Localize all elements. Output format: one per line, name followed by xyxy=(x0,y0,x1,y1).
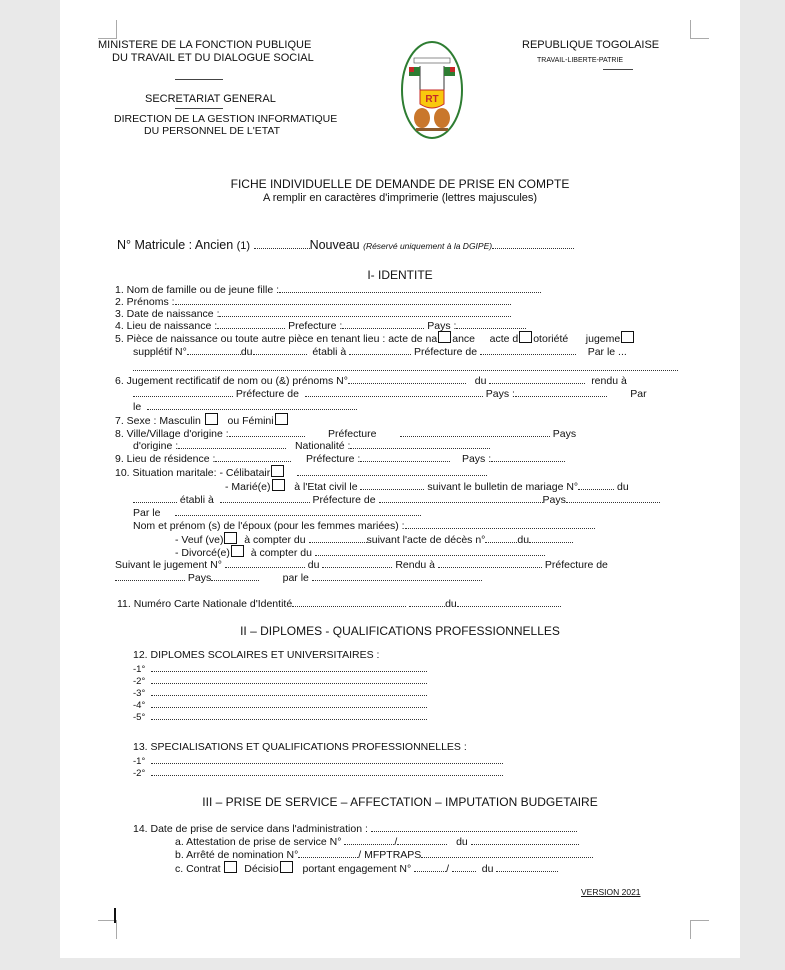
list-item-label: -5° xyxy=(133,712,146,723)
field-rectif-details: Préfecture de Pays : Par xyxy=(133,387,647,400)
field-cni: 11. Numéro Carte Nationale d'Identité du xyxy=(117,597,561,610)
direction-line1: DIRECTION DE LA GESTION INFORMATIQUE xyxy=(114,113,338,125)
list-item-label: -2° xyxy=(133,676,146,687)
field-rectif-par: le xyxy=(133,400,357,413)
nationalite-input[interactable] xyxy=(350,439,490,449)
heading-diplomes: 12. DIPLOMES SCOLAIRES ET UNIVERSITAIRES : xyxy=(133,649,380,661)
form-title: FICHE INDIVIDUELLE DE DEMANDE DE PRISE EN COMPTE xyxy=(230,177,570,191)
direction-line2: DU PERSONNEL DE L'ETAT xyxy=(144,125,281,137)
jugement-prefecture-input[interactable] xyxy=(480,345,576,355)
prise-service-date-input[interactable] xyxy=(371,822,577,832)
jugement-num-input[interactable] xyxy=(187,345,241,355)
ville-origine-input[interactable] xyxy=(229,427,305,437)
field-divorce: - Divorcé(e) à compter du xyxy=(175,545,545,559)
pays-naissance-input[interactable] xyxy=(456,319,526,329)
jugement-date-input[interactable] xyxy=(253,345,307,355)
list-item-input[interactable] xyxy=(151,698,427,708)
secretariat: SECRETARIAT GENERAL xyxy=(145,93,276,105)
celibataire-input[interactable] xyxy=(297,466,487,476)
rectif-num-input[interactable] xyxy=(348,374,466,384)
marie-checkbox[interactable] xyxy=(272,479,285,491)
divorce-par-input[interactable] xyxy=(312,571,482,581)
list-item-input[interactable] xyxy=(151,710,427,720)
list-item-label: -1° xyxy=(133,664,146,675)
pays-origine-input[interactable] xyxy=(178,439,286,449)
jugement-checkbox[interactable] xyxy=(621,331,634,343)
cni-num-input[interactable] xyxy=(292,597,406,607)
field-sexe: 7. Sexe : Masculin ou Fémini xyxy=(115,413,289,427)
field-nom: 1. Nom de famille ou de jeune fille : xyxy=(115,283,541,296)
jugement-lieu-input[interactable] xyxy=(349,345,411,355)
celibataire-checkbox[interactable] xyxy=(271,465,284,477)
divorce-jugement-input[interactable] xyxy=(225,558,305,568)
list-item xyxy=(133,766,503,780)
attestation-date-input[interactable] xyxy=(471,835,579,845)
rectif-date-input[interactable] xyxy=(489,374,585,384)
divorce-du-input[interactable] xyxy=(322,558,392,568)
arrete-extra-input[interactable] xyxy=(421,848,593,858)
list-item-input[interactable] xyxy=(151,766,503,776)
prefecture-origine-input[interactable] xyxy=(400,427,550,437)
document-page xyxy=(60,0,740,958)
field-arrete: b. Arrêté de nomination N° / MFPTRAPS xyxy=(175,848,593,861)
list-item-label: -1° xyxy=(133,756,146,767)
rectif-prefecture-input[interactable] xyxy=(305,387,483,397)
list-item-label: -4° xyxy=(133,700,146,711)
field-date-prise-service: 14. Date de prise de service dans l'administration : xyxy=(133,822,577,835)
divorce-prefecture-input[interactable] xyxy=(115,571,185,581)
nouveau-label: Nouveau xyxy=(309,238,360,252)
section-diplomes-title: II – DIPLOMES - QUALIFICATIONS PROFESSIONNELLES xyxy=(240,624,560,638)
ancien-note: (1) xyxy=(236,240,251,252)
field-divorce-pays: Pays par le xyxy=(115,571,482,584)
version-label: VERSION 2021 xyxy=(581,887,641,897)
field-attestation: a. Attestation de prise de service N° / du xyxy=(175,835,579,848)
epoux-input[interactable] xyxy=(405,519,595,529)
field-piece-naissance: 5. Pièce de naissance ou toute autre pièce en tenant lieu : acte de na ance acte d otoriété jugeme xyxy=(115,331,635,345)
decision-checkbox[interactable] xyxy=(280,861,293,873)
lieu-naissance-input[interactable] xyxy=(217,319,285,329)
attestation-num2-input[interactable] xyxy=(397,835,447,845)
field-residence: 9. Lieu de résidence : Préfecture : Pays : xyxy=(115,452,565,465)
field-contrat: c. Contrat Décisio portant engagement N° / du xyxy=(175,861,558,875)
ministry-line1: MINISTERE DE LA FONCTION PUBLIQUE xyxy=(98,39,312,51)
republic-name: REPUBLIQUE TOGOLAISE xyxy=(522,39,660,51)
cni-date-input[interactable] xyxy=(457,597,561,607)
arrete-num-input[interactable] xyxy=(298,848,358,858)
feminin-checkbox[interactable] xyxy=(275,413,288,425)
republic-motto: TRAVAIL-LIBERTE-PATRIE xyxy=(537,57,624,64)
engagement-num-input[interactable] xyxy=(414,862,446,872)
mariage-prefecture-input[interactable] xyxy=(379,493,543,503)
field-ville-origine: 8. Ville/Village d'origine : Préfecture Pays xyxy=(115,428,577,440)
residence-prefecture-input[interactable] xyxy=(360,452,450,462)
divorce-rendu-input[interactable] xyxy=(438,558,542,568)
acte-naissance-checkbox[interactable] xyxy=(438,331,451,343)
field-origine-nationalite: d'origine : Nationalité : xyxy=(133,439,490,452)
list-item-input[interactable] xyxy=(151,686,427,696)
rectif-lieu-input[interactable] xyxy=(133,387,233,397)
veuf-checkbox[interactable] xyxy=(224,532,237,544)
nouveau-field[interactable] xyxy=(492,239,574,249)
republic-emblem-icon xyxy=(400,40,464,140)
emblem-text: RT xyxy=(425,94,439,105)
mariage-date-input[interactable] xyxy=(360,480,424,490)
list-item xyxy=(133,710,427,724)
deces-num-input[interactable] xyxy=(485,533,517,543)
deces-date-input[interactable] xyxy=(529,533,573,543)
crop-mark xyxy=(98,20,117,39)
field-date-naissance: 3. Date de naissance : xyxy=(115,307,511,320)
matricule-row xyxy=(117,238,574,253)
divorce-pays-input[interactable] xyxy=(211,571,259,581)
field-marie: - Marié(e) à l'Etat civil le suivant le bulletin de mariage N° du xyxy=(225,481,629,493)
veuf-date-input[interactable] xyxy=(309,533,367,543)
mariage-pays-input[interactable] xyxy=(566,493,660,503)
engagement-date-input[interactable] xyxy=(496,862,558,872)
list-item-input[interactable] xyxy=(151,662,427,672)
divorce-date-input[interactable] xyxy=(315,546,545,556)
form-subtitle: A remplir en caractères d'imprimerie (lettres majuscules) xyxy=(262,192,538,204)
attestation-num-input[interactable] xyxy=(344,835,394,845)
rectif-pays-input[interactable] xyxy=(515,387,607,397)
prefecture-naissance-input[interactable] xyxy=(342,319,424,329)
field-situation-maritale: 10. Situation maritale: - Célibatair xyxy=(115,465,487,479)
field-jugement-divorce: Suivant le jugement N° du Rendu à Préfecture de xyxy=(115,559,608,571)
masculin-checkbox[interactable] xyxy=(205,413,218,425)
field-jugement-rectificatif: 6. Jugement rectificatif de nom ou (&) prénoms N° du rendu à xyxy=(115,375,627,387)
section-prise-service-title: III – PRISE DE SERVICE – AFFECTATION – IMPUTATION BUDGETAIRE xyxy=(202,795,598,809)
crop-mark xyxy=(690,20,709,39)
divider xyxy=(603,69,633,70)
crop-mark xyxy=(690,920,709,939)
divider xyxy=(175,79,223,80)
list-item-label: -2° xyxy=(133,768,146,779)
mariage-du-input[interactable] xyxy=(133,493,177,503)
field-piece-details: supplétif N° du établi à Préfecture de Par le ... xyxy=(133,346,627,358)
nom-input[interactable] xyxy=(279,283,541,293)
field-veuf: - Veuf (ve) à compter du suivant l'acte de décès n° du xyxy=(175,532,573,546)
ancien-field[interactable] xyxy=(254,239,310,249)
field-lieu-naissance: 4. Lieu de naissance : Prefecture : Pays : xyxy=(115,319,526,332)
divider xyxy=(175,108,223,109)
matricule-label: N° Matricule : Ancien xyxy=(117,238,234,252)
blank-line[interactable] xyxy=(133,370,678,371)
date-naissance-input[interactable] xyxy=(219,307,511,317)
field-epoux: Nom et prénom (s) de l'époux (pour les femmes mariées) : xyxy=(133,519,595,532)
heading-specialisations: 13. SPECIALISATIONS ET QUALIFICATIONS PROFESSIONNELLES : xyxy=(133,741,467,753)
residence-input[interactable] xyxy=(215,452,291,462)
mariage-par-input[interactable] xyxy=(175,506,421,516)
contrat-checkbox[interactable] xyxy=(224,861,237,873)
engagement-num2-input[interactable] xyxy=(452,862,476,872)
nouveau-note: (Réservé uniquement à la DGIPE) xyxy=(363,241,493,251)
field-mariage-details: établi à Préfecture de Pays xyxy=(133,493,660,506)
section-identite-title: I- IDENTITE xyxy=(367,268,433,282)
divorce-checkbox[interactable] xyxy=(231,545,244,557)
field-prenoms: 2. Prénoms : xyxy=(115,295,511,308)
rectif-par-input[interactable] xyxy=(147,400,357,410)
mariage-num-input[interactable] xyxy=(578,480,614,490)
text-cursor xyxy=(114,908,116,923)
cni-extra-input[interactable] xyxy=(409,597,445,607)
prenoms-input[interactable] xyxy=(175,295,511,305)
list-item-input[interactable] xyxy=(151,674,427,684)
list-item-input[interactable] xyxy=(151,754,503,764)
mariage-lieu-input[interactable] xyxy=(220,493,310,503)
acte-notoriete-checkbox[interactable] xyxy=(519,331,532,343)
ministry-line2: DU TRAVAIL ET DU DIALOGUE SOCIAL xyxy=(112,52,314,64)
field-mariage-par: Par le xyxy=(133,506,421,519)
residence-pays-input[interactable] xyxy=(491,452,565,462)
list-item-label: -3° xyxy=(133,688,146,699)
